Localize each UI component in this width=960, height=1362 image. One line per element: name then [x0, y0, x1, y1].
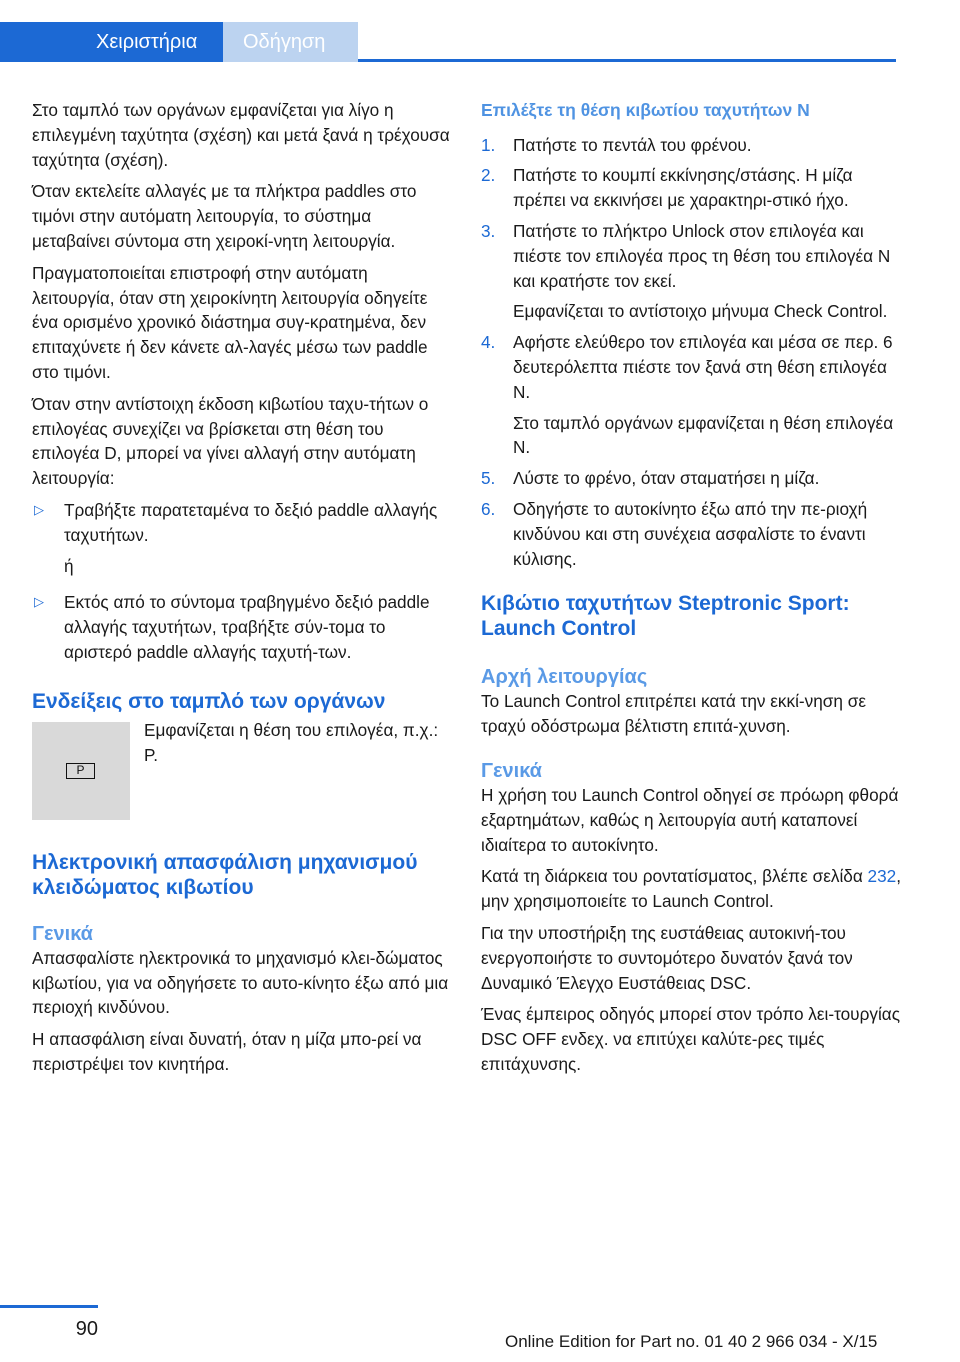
text-run: , μην χρησιμοποιείτε το Launch Control.	[481, 866, 902, 912]
step-number: 1.	[481, 134, 496, 155]
section-heading: Ενδείξεις στο ταμπλό των οργάνων	[32, 689, 386, 713]
tab-controls[interactable]: Χειριστήρια	[0, 22, 223, 62]
section-heading: Κιβώτιο ταχυτήτων Steptronic Sport: Launch Control	[481, 592, 850, 641]
step-item	[481, 163, 901, 213]
subsection-heading: Γενικά	[481, 759, 542, 782]
step-number: 3.	[481, 220, 496, 241]
bullet-list	[32, 498, 452, 665]
step-text: Λύστε το φρένο, όταν σταματήσει η μίζα.	[513, 468, 820, 489]
step-item	[481, 219, 901, 324]
paragraph: Όταν εκτελείτε αλλαγές με τα πλήκτρα paddles στο τιμόνι στην αυτόματη λειτουργία, το σύστημα μεταβαίνει σύντομα στη χειροκί‐νητη λειτουργία.	[32, 181, 417, 251]
display-description: Εμφανίζεται η θέση του επιλογέα, π.χ.: P.	[144, 719, 439, 765]
display-indicator-row	[32, 719, 452, 822]
numbered-steps	[481, 133, 901, 572]
text-run: Κατά τη διάρκεια του ροντατίσματος, βλέπε σελίδα	[481, 866, 868, 887]
right-column	[481, 98, 901, 1084]
list-item-text: Τραβήξτε παρατεταμένα το δεξιό paddle αλλαγής ταχυτήτων.	[64, 499, 438, 545]
top-tab-bar	[0, 0, 960, 62]
triangle-bullet-icon: ▷	[34, 594, 44, 610]
paragraph: Το Launch Control επιτρέπει κατά την εκκί‐νηση σε τραχύ οδόστρωμα βέλτιστη επιτά‐χυνση.	[481, 691, 867, 737]
triangle-bullet-icon: ▷	[34, 501, 44, 517]
paragraph: Για την υποστήριξη της ευστάθειας αυτοκινή‐του ενεργοποιήστε το συντομότερο δυνατόν ξανά τον Δυναμικό Έλεγχο Ευστάθειας DSC.	[481, 922, 853, 993]
step-text: Πατήστε το πλήκτρο Unlock στον επιλογέα και πιέστε τον επιλογέα προς τη θέση του επιλογέα N και κρατήστε τον εκεί.	[513, 220, 891, 291]
step-number: 4.	[481, 332, 496, 353]
footer-rule	[0, 1305, 98, 1308]
edition-footer: Online Edition for Part no. 01 40 2 966 034 - X/15	[505, 1332, 878, 1351]
paragraph: Στο ταμπλό των οργάνων εμφανίζεται για λίγο η επιλεγμένη ταχύτητα (σχέση) και μετά ξανά η τρέχουσα ταχύτητα (σχέση).	[32, 100, 450, 170]
step-item	[481, 133, 901, 158]
section-heading: Ηλεκτρονική απασφάλιση μηχανισμού κλειδώματος κιβωτίου	[32, 850, 418, 899]
step-text: Οδηγήστε το αυτοκίνητο έξω από την πε‐ριοχή κινδύνου και στη συνέχεια ασφαλίστε το έναντι κύλισης.	[513, 498, 868, 569]
step-text: Πατήστε το πεντάλ του φρένου.	[513, 134, 752, 155]
paragraph: Απασφαλίστε ηλεκτρονικά το μηχανισμό κλει‐δώματος κιβωτίου, για να οδηγήσετε το αυτο‐κίνητο έξω από μια περιοχή κινδύνου.	[32, 947, 449, 1018]
instrument-display-image	[32, 722, 130, 820]
step-note: Στο ταμπλό οργάνων εμφανίζεται η θέση επιλογέα N.	[513, 412, 894, 458]
step-item	[481, 330, 901, 460]
step-number: 5.	[481, 468, 496, 489]
step-item	[481, 466, 901, 491]
page-number: 90	[75, 1318, 98, 1340]
tab-driving[interactable]: Οδήγηση	[223, 22, 358, 62]
paragraph: Ένας έμπειρος οδηγός μπορεί στον τρόπο λει‐τουργίας DSC OFF ενδεχ. να επιτύχει καλύτε‐ρες τιμές επιτάχυνσης.	[481, 1004, 900, 1074]
list-item-text: Εκτός από το σύντομα τραβηγμένο δεξιό paddle αλλαγής ταχυτήτων, τραβήξτε σύν‐τομα το αριστερό paddle αλλαγής ταχυτή‐των.	[64, 592, 430, 662]
paragraph: Όταν στην αντίστοιχη έκδοση κιβωτίου ταχυ‐τήτων ο επιλογέας συνεχίζει να βρίσκεται στη θέση του επιλογέα D, μπορεί να γίνει αλλαγή στην αυτόματη λειτουργία:	[32, 393, 429, 489]
step-number: 6.	[481, 498, 496, 519]
step-note: Εμφανίζεται το αντίστοιχο μήνυμα Check Control.	[513, 301, 888, 322]
paragraph: Η απασφάλιση είναι δυνατή, όταν η μίζα μπο‐ρεί να περιστρέψει τον κινητήρα.	[32, 1029, 422, 1074]
paragraph: Η χρήση του Launch Control οδηγεί σε πρόωρη φθορά εξαρτημάτων, καθώς η λειτουργία αυτή καταπονεί ιδιαίτερα το αυτοκίνητο.	[481, 784, 899, 855]
step-number: 2.	[481, 165, 496, 186]
left-column	[32, 98, 452, 1084]
subsection-heading: Επιλέξτε τη θέση κιβωτίου ταχυτήτων N	[481, 100, 810, 120]
paragraph	[481, 864, 901, 914]
gear-p-icon: P	[66, 763, 95, 779]
list-item	[32, 498, 452, 548]
paragraph: Πραγματοποιείται επιστροφή στην αυτόματη λειτουργία, όταν στη χειροκίνητη λειτουργία οδηγείτε ένα ορισμένο χρονικό διάστημα συγ‐κρατημένα, δεν επιταχύνετε ή δεν κάνετε αλ‐λαγές μέσω των paddle στο τιμόνι.	[32, 262, 428, 382]
subsection-heading: Γενικά	[32, 922, 93, 945]
subsection-heading: Αρχή λειτουργίας	[481, 666, 648, 689]
or-separator: ή	[64, 555, 74, 576]
step-text: Αφήστε ελεύθερο τον επιλογέα και μέσα σε περ. 6 δευτερόλεπτα πιέστε τον ξανά στη θέση επιλογέα N.	[513, 332, 893, 402]
tab-underline	[358, 59, 896, 62]
list-item	[32, 590, 452, 664]
step-text: Πατήστε το κουμπί εκκίνησης/στάσης. Η μίζα πρέπει να εκκινήσει με χαρακτηρι‐στικό ήχο.	[513, 165, 853, 211]
page-reference-link[interactable]: 232	[867, 866, 897, 887]
step-item	[481, 497, 901, 571]
